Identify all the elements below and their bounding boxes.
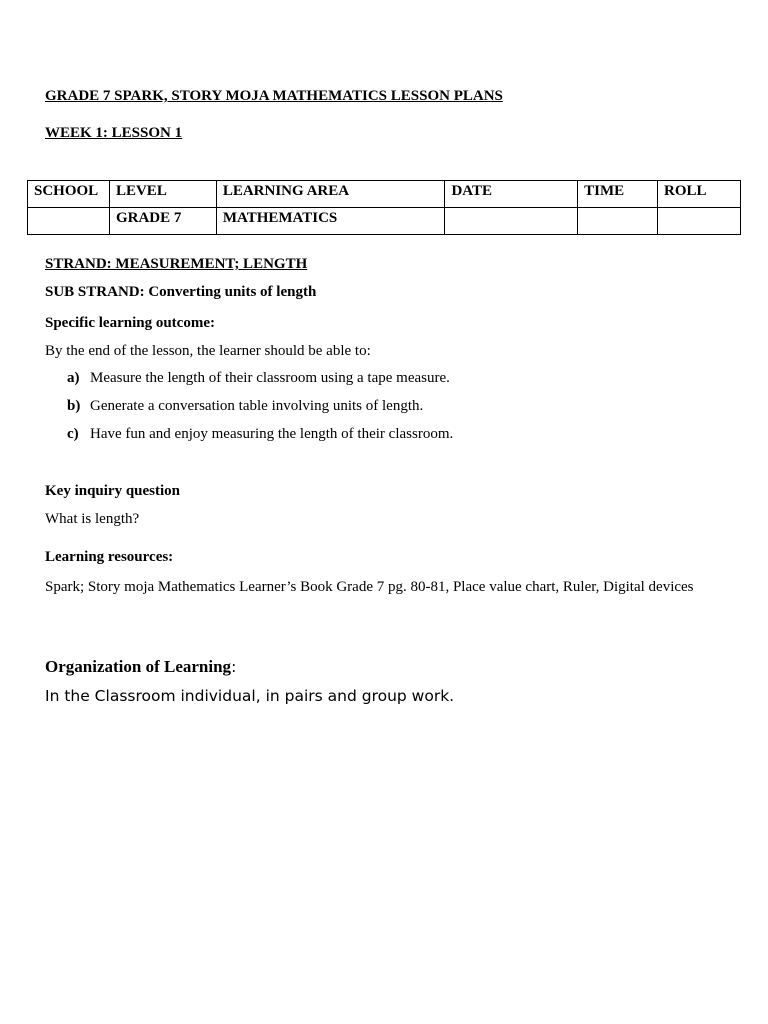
list-item-text: Measure the length of their classroom using a tape measure. bbox=[90, 370, 450, 386]
value-cell-roll bbox=[658, 208, 741, 235]
value-cell-time bbox=[578, 208, 658, 235]
list-marker: b) bbox=[67, 398, 81, 414]
list-item bbox=[67, 424, 453, 452]
resources-heading: Learning resources: bbox=[45, 549, 174, 565]
header-cell-roll: ROLL bbox=[658, 181, 741, 208]
resources-text: Spark; Story moja Mathematics Learner’s Book Grade 7 pg. 80-81, Place value chart, Ruler, Digital devices bbox=[45, 579, 694, 595]
list-item-text: Generate a conversation table involving units of length. bbox=[90, 398, 424, 414]
inquiry-heading: Key inquiry question bbox=[45, 483, 181, 499]
value-cell-learning-area: MATHEMATICS bbox=[216, 208, 445, 235]
value-cell-level: GRADE 7 bbox=[109, 208, 216, 235]
organization-heading-line bbox=[45, 657, 236, 677]
inquiry-question: What is length? bbox=[45, 511, 140, 527]
value-cell-date bbox=[445, 208, 578, 235]
week-lesson-heading: WEEK 1: LESSON 1 bbox=[45, 125, 183, 141]
header-cell-level: LEVEL bbox=[109, 181, 216, 208]
value-cell-school bbox=[28, 208, 110, 235]
document-title: GRADE 7 SPARK, STORY MOJA MATHEMATICS LESSON PLANS bbox=[45, 88, 503, 104]
list-marker: a) bbox=[67, 370, 80, 386]
lesson-info-table bbox=[27, 180, 741, 235]
sub-strand-heading: SUB STRAND: Converting units of length bbox=[45, 284, 317, 300]
outcome-list bbox=[67, 368, 453, 452]
organization-heading: Organization of Learning bbox=[45, 657, 232, 676]
list-marker: c) bbox=[67, 426, 79, 442]
table-header-row bbox=[28, 181, 741, 208]
list-item-text: Have fun and enjoy measuring the length of their classroom. bbox=[90, 426, 454, 442]
header-cell-school: SCHOOL bbox=[28, 181, 110, 208]
outcome-heading: Specific learning outcome: bbox=[45, 315, 215, 331]
header-cell-date: DATE bbox=[445, 181, 578, 208]
header-cell-learning-area: LEARNING AREA bbox=[216, 181, 445, 208]
header-cell-time: TIME bbox=[578, 181, 658, 208]
strand-heading: STRAND: MEASUREMENT; LENGTH bbox=[45, 256, 308, 272]
outcome-intro: By the end of the lesson, the learner should be able to: bbox=[45, 343, 371, 359]
list-item bbox=[67, 368, 453, 396]
organization-text: In the Classroom individual, in pairs and group work. bbox=[45, 687, 455, 705]
organization-colon: : bbox=[231, 658, 237, 676]
table-row bbox=[28, 208, 741, 235]
list-item bbox=[67, 396, 453, 424]
